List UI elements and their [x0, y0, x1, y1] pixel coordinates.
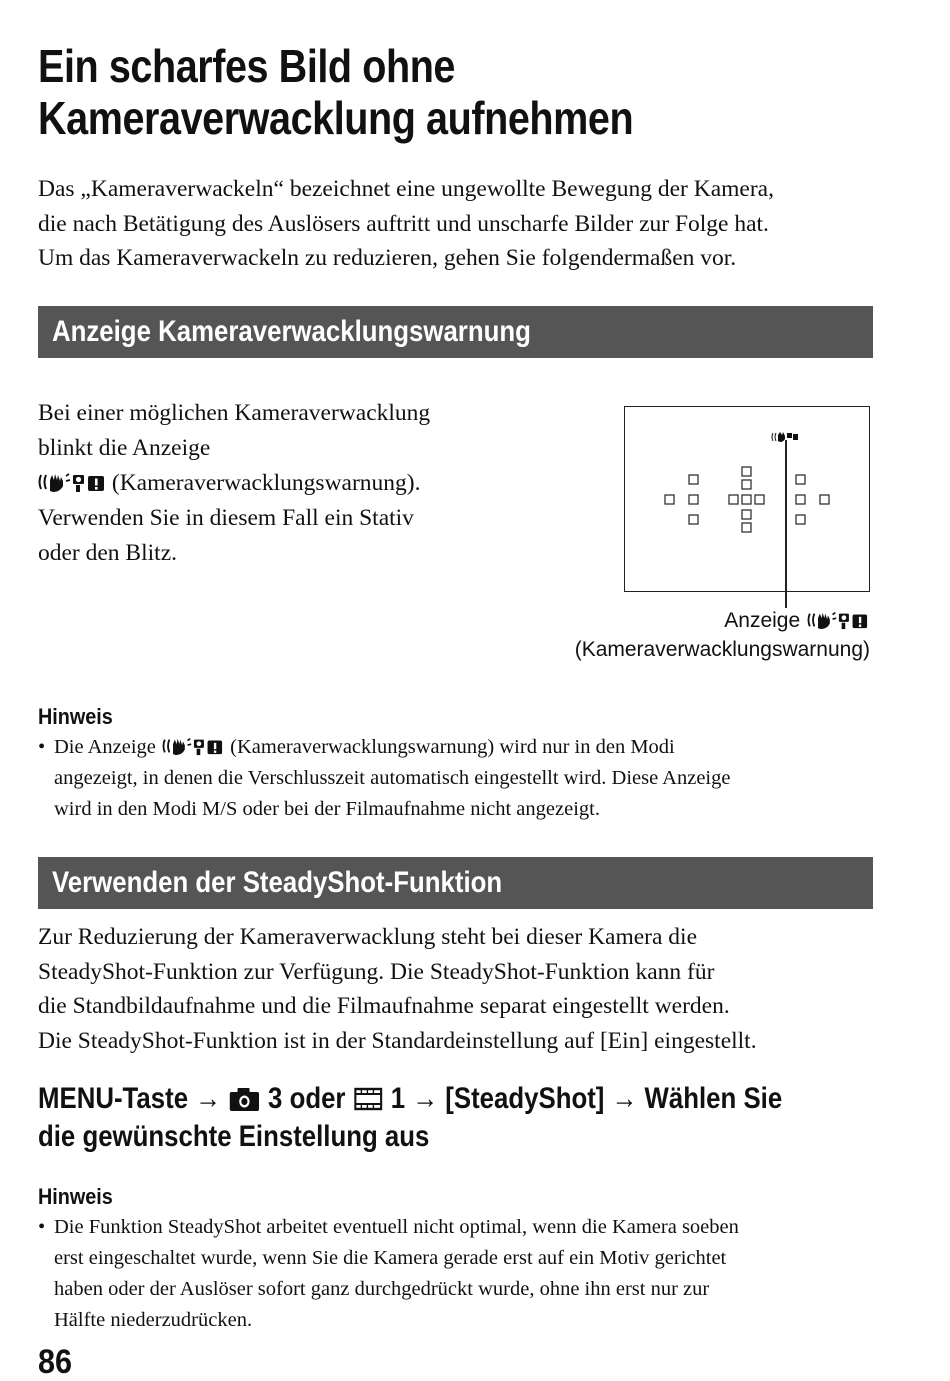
page-title-line-1: Ein scharfes Bild ohne: [38, 40, 456, 92]
arrow-icon: →: [412, 1082, 439, 1115]
note-1-line-1: [54, 732, 888, 763]
intro-line-3: Um das Kameraverwackeln zu reduzieren, gehen Sie folgendermaßen vor.: [38, 245, 737, 271]
intro-line-2: die nach Betätigung des Auslösers auftritt und unscharfe Bilder zur Folge hat.: [38, 210, 769, 237]
menu-path-line-1: [38, 1080, 855, 1118]
page-title: [38, 40, 795, 144]
note-2-line-3: haben oder der Auslöser sofort ganz durchgedrückt wurde, ohne ihn erst nur zur: [54, 1278, 710, 1300]
warn-line-3-text: (Kameraverwacklungswarnung).: [111, 470, 421, 496]
warn-line-2: blinkt die Anzeige: [38, 435, 211, 461]
warn-line-5: oder den Blitz.: [38, 540, 178, 566]
note-1-line-2: angezeigt, in denen die Verschlusszeit automatisch eingestellt wird. Diese Anzeige: [54, 767, 731, 789]
callout-line-2: (Kameraverwacklungswarnung): [574, 638, 870, 661]
menu-path-camera-tab: 3 oder: [268, 1082, 346, 1115]
af-points-diagram: [625, 407, 868, 590]
callout-label: [540, 606, 870, 664]
note-heading-2: Hinweis: [38, 1184, 113, 1209]
callout-anzeige-text: Anzeige: [724, 609, 801, 632]
menu-path-line-2: die gewünschte Einstellung aus: [38, 1120, 430, 1153]
menu-path-movie-tab: 1: [390, 1082, 406, 1115]
steady-line-2: SteadyShot-Funktion zur Verfügung. Die SteadyShot-Funktion kann für: [38, 958, 715, 985]
note-2-line-2: erst eingeschaltet wurde, wenn Sie die Kamera gerade erst auf ein Motiv gerichtet: [54, 1247, 727, 1269]
page-number: 86: [38, 1343, 73, 1381]
note-1-line-1-after: (Kameraverwacklungswarnung) wird nur in den Modi: [230, 736, 675, 758]
menu-path-select: Wählen Sie: [644, 1082, 783, 1115]
page-title-line-2: Kameraverwacklung aufnehmen: [38, 92, 634, 144]
steady-line-1: Zur Reduzierung der Kameraverwacklung steht bei dieser Kamera die: [38, 924, 698, 950]
note-1-line-3: wird in den Modi M/S oder bei der Filmaufnahme nicht angezeigt.: [54, 798, 600, 820]
arrow-icon: →: [195, 1082, 222, 1115]
camera-icon: [228, 1086, 261, 1112]
note-2-bullet: •: [38, 1216, 46, 1238]
viewfinder-illustration: [624, 406, 870, 592]
camera-shake-warning-icon: [806, 610, 870, 630]
warn-line-1: Bei einer möglichen Kameraverwacklung: [38, 400, 431, 426]
note-2: [38, 1212, 888, 1336]
note-2-line-1: Die Funktion SteadyShot arbeitet eventuell nicht optimal, wenn die Kamera soeben: [54, 1216, 739, 1238]
menu-key-label: MENU-Taste: [38, 1082, 189, 1115]
shake-warning-paragraph: [38, 396, 538, 571]
section-heading-text: Anzeige Kameraverwacklungswarnung: [52, 315, 531, 348]
camera-shake-warning-icon: [38, 471, 106, 493]
steady-line-3: die Standbildaufnahme und die Filmaufnahme separat eingestellt werden.: [38, 993, 730, 1019]
note-heading-1: Hinweis: [38, 704, 113, 729]
section-heading-steadyshot: [38, 857, 873, 909]
note-2-line-4: Hälfte niederzudrücken.: [54, 1309, 253, 1331]
section-heading-text: Verwenden der SteadyShot-Funktion: [52, 866, 503, 899]
note-1: [38, 732, 888, 825]
intro-paragraph: [38, 172, 888, 276]
section-heading-shake-warning: [38, 306, 873, 358]
menu-path-steadyshot: [SteadyShot]: [445, 1082, 605, 1115]
warn-line-3: [38, 466, 538, 501]
callout-leader-line: [785, 440, 787, 608]
camera-shake-warning-icon: [161, 736, 225, 756]
steady-line-4: Die SteadyShot-Funktion ist in der Standardeinstellung auf [Ein] eingestellt.: [38, 1027, 757, 1054]
note-1-line-1-before: Die Anzeige: [54, 736, 156, 758]
menu-path-instruction: [38, 1080, 855, 1156]
callout-line-1: [540, 606, 870, 635]
note-1-bullet: •: [38, 736, 46, 758]
movie-film-icon: [353, 1086, 384, 1112]
intro-line-1: Das „Kameraverwackeln“ bezeichnet eine ungewollte Bewegung der Kamera,: [38, 176, 774, 202]
steadyshot-paragraph: [38, 920, 888, 1058]
arrow-icon: →: [611, 1082, 638, 1115]
warn-line-4: Verwenden Sie in diesem Fall ein Stativ: [38, 505, 414, 531]
